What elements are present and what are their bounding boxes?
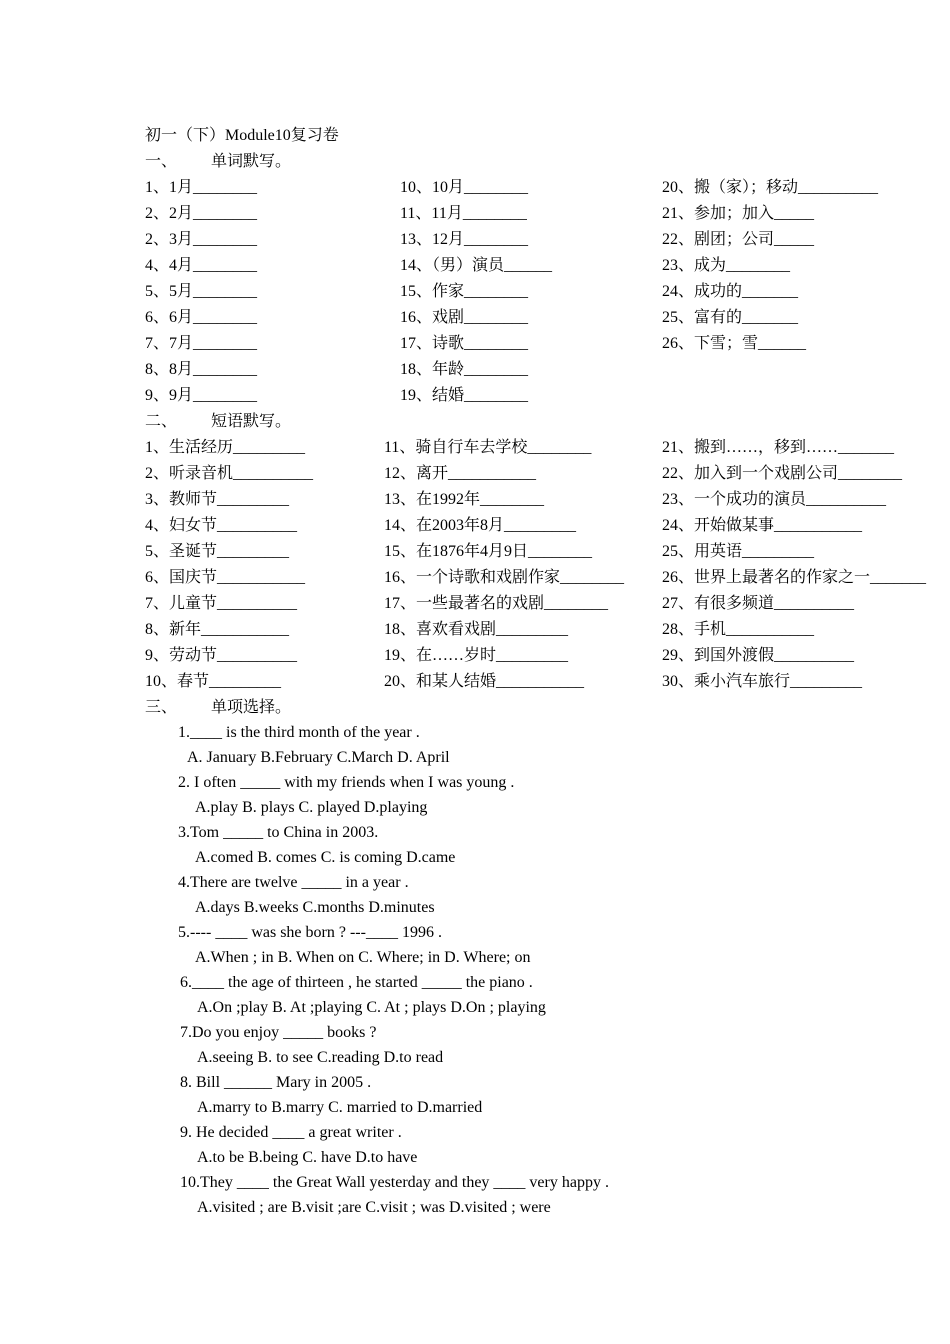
question-text: 9. He decided ____ a great writer . (180, 1124, 402, 1141)
page-title: 初一（下）Module10复习卷 (145, 127, 339, 144)
section-heading-phrases (145, 412, 291, 432)
answer-options: A.seeing B. to see C.reading D.to read (197, 1049, 444, 1066)
question-text: 3.Tom _____ to China in 2003. (178, 824, 379, 841)
phrase-item: 1、生活经历_________ (145, 439, 306, 456)
question-text: 2. I often _____ with my friends when I was young . (178, 774, 515, 791)
word-item: 7、7月________ (145, 335, 258, 352)
phrase-item: 24、开始做某事___________ (662, 517, 863, 534)
word-item: 18、年龄________ (400, 361, 529, 378)
phrase-item: 15、在1876年4月9日________ (384, 543, 593, 560)
section-heading-words (145, 152, 291, 172)
question-text: 10.They ____ the Great Wall yesterday and they ____ very happy . (180, 1174, 609, 1191)
phrase-item: 13、在1992年________ (384, 491, 545, 508)
answer-options: A.On ;play B. At ;playing C. At ; plays D.On ; playing (197, 999, 546, 1016)
phrase-item: 2、听录音机__________ (145, 465, 314, 482)
phrase-item: 19、在……岁时_________ (384, 647, 569, 664)
section-heading-choice (145, 698, 291, 718)
word-item: 15、作家________ (400, 283, 529, 300)
word-item: 9、9月________ (145, 387, 258, 404)
phrase-item: 23、一个成功的演员__________ (662, 491, 887, 508)
word-item: 19、结婚________ (400, 387, 529, 404)
word-item: 25、富有的_______ (662, 309, 799, 326)
answer-options: A.marry to B.marry C. married to D.married (197, 1099, 483, 1116)
phrase-item: 25、用英语_________ (662, 543, 815, 560)
question-text: 8. Bill ______ Mary in 2005 . (180, 1074, 372, 1091)
section-title: 单词默写。 (211, 153, 292, 170)
word-item: 26、下雪；雪______ (662, 335, 807, 352)
phrase-item: 26、世界上最著名的作家之一_______ (662, 569, 927, 586)
section-number: 三、 (145, 699, 178, 716)
word-item: 13、12月________ (400, 231, 529, 248)
phrase-item: 5、圣诞节_________ (145, 543, 290, 560)
phrase-item: 17、一些最著名的戏剧________ (384, 595, 609, 612)
word-item: 6、6月________ (145, 309, 258, 326)
phrase-item: 29、到国外渡假__________ (662, 647, 855, 664)
phrase-item: 28、手机___________ (662, 621, 815, 638)
word-item: 8、8月________ (145, 361, 258, 378)
phrase-item: 7、儿童节__________ (145, 595, 298, 612)
question-text: 7.Do you enjoy _____ books ? (180, 1024, 377, 1041)
phrase-item: 14、在2003年8月_________ (384, 517, 577, 534)
section-number: 一、 (145, 153, 178, 170)
phrase-item: 20、和某人结婚___________ (384, 673, 585, 690)
phrase-item: 8、新年___________ (145, 621, 290, 638)
word-item: 11、11月________ (400, 205, 527, 222)
section-number: 二、 (145, 413, 178, 430)
question-text: 6.____ the age of thirteen , he started _____ the piano . (180, 974, 533, 991)
question-text: 4.There are twelve _____ in a year . (178, 874, 409, 891)
word-item: 2、3月________ (145, 231, 258, 248)
phrase-item: 4、妇女节__________ (145, 517, 298, 534)
section-title: 短语默写。 (211, 413, 292, 430)
question-text: 1.____ is the third month of the year . (178, 724, 420, 741)
phrase-item: 12、离开___________ (384, 465, 537, 482)
answer-options: A.play B. plays C. played D.playing (195, 799, 428, 816)
phrase-item: 10、春节_________ (145, 673, 282, 690)
word-item: 16、戏剧________ (400, 309, 529, 326)
question-text: 5.---- ____ was she born ? ---____ 1996 . (178, 924, 442, 941)
word-item: 17、诗歌________ (400, 335, 529, 352)
word-item: 24、成功的_______ (662, 283, 799, 300)
word-item: 10、10月________ (400, 179, 529, 196)
phrase-item: 16、一个诗歌和戏剧作家________ (384, 569, 625, 586)
phrase-item: 30、乘小汽车旅行_________ (662, 673, 863, 690)
phrase-item: 9、劳动节__________ (145, 647, 298, 664)
word-item: 23、成为________ (662, 257, 791, 274)
answer-options: A.to be B.being C. have D.to have (197, 1149, 418, 1166)
word-item: 14、（男）演员______ (400, 257, 553, 274)
answer-options: A.visited ; are B.visit ;are C.visit ; was D.visited ; were (197, 1199, 551, 1216)
answer-options: A. January B.February C.March D. April (187, 749, 450, 766)
phrase-item: 11、骑自行车去学校________ (384, 439, 592, 456)
word-item: 4、4月________ (145, 257, 258, 274)
phrase-item: 21、搬到……，移到……_______ (662, 439, 895, 456)
word-item: 2、2月________ (145, 205, 258, 222)
phrase-item: 27、有很多频道__________ (662, 595, 855, 612)
section-title: 单项选择。 (211, 699, 292, 716)
word-item: 20、搬（家）；移动__________ (662, 179, 879, 196)
phrase-item: 3、教师节_________ (145, 491, 290, 508)
phrase-item: 6、国庆节___________ (145, 569, 306, 586)
phrase-item: 18、喜欢看戏剧_________ (384, 621, 569, 638)
phrase-item: 22、加入到一个戏剧公司________ (662, 465, 903, 482)
word-item: 21、参加；加入_____ (662, 205, 815, 222)
answer-options: A.When ; in B. When on C. Where; in D. Where; on (195, 949, 531, 966)
word-item: 22、剧团；公司_____ (662, 231, 815, 248)
word-item: 5、5月________ (145, 283, 258, 300)
word-item: 1、1月________ (145, 179, 258, 196)
answer-options: A.comed B. comes C. is coming D.came (195, 849, 456, 866)
answer-options: A.days B.weeks C.months D.minutes (195, 899, 435, 916)
